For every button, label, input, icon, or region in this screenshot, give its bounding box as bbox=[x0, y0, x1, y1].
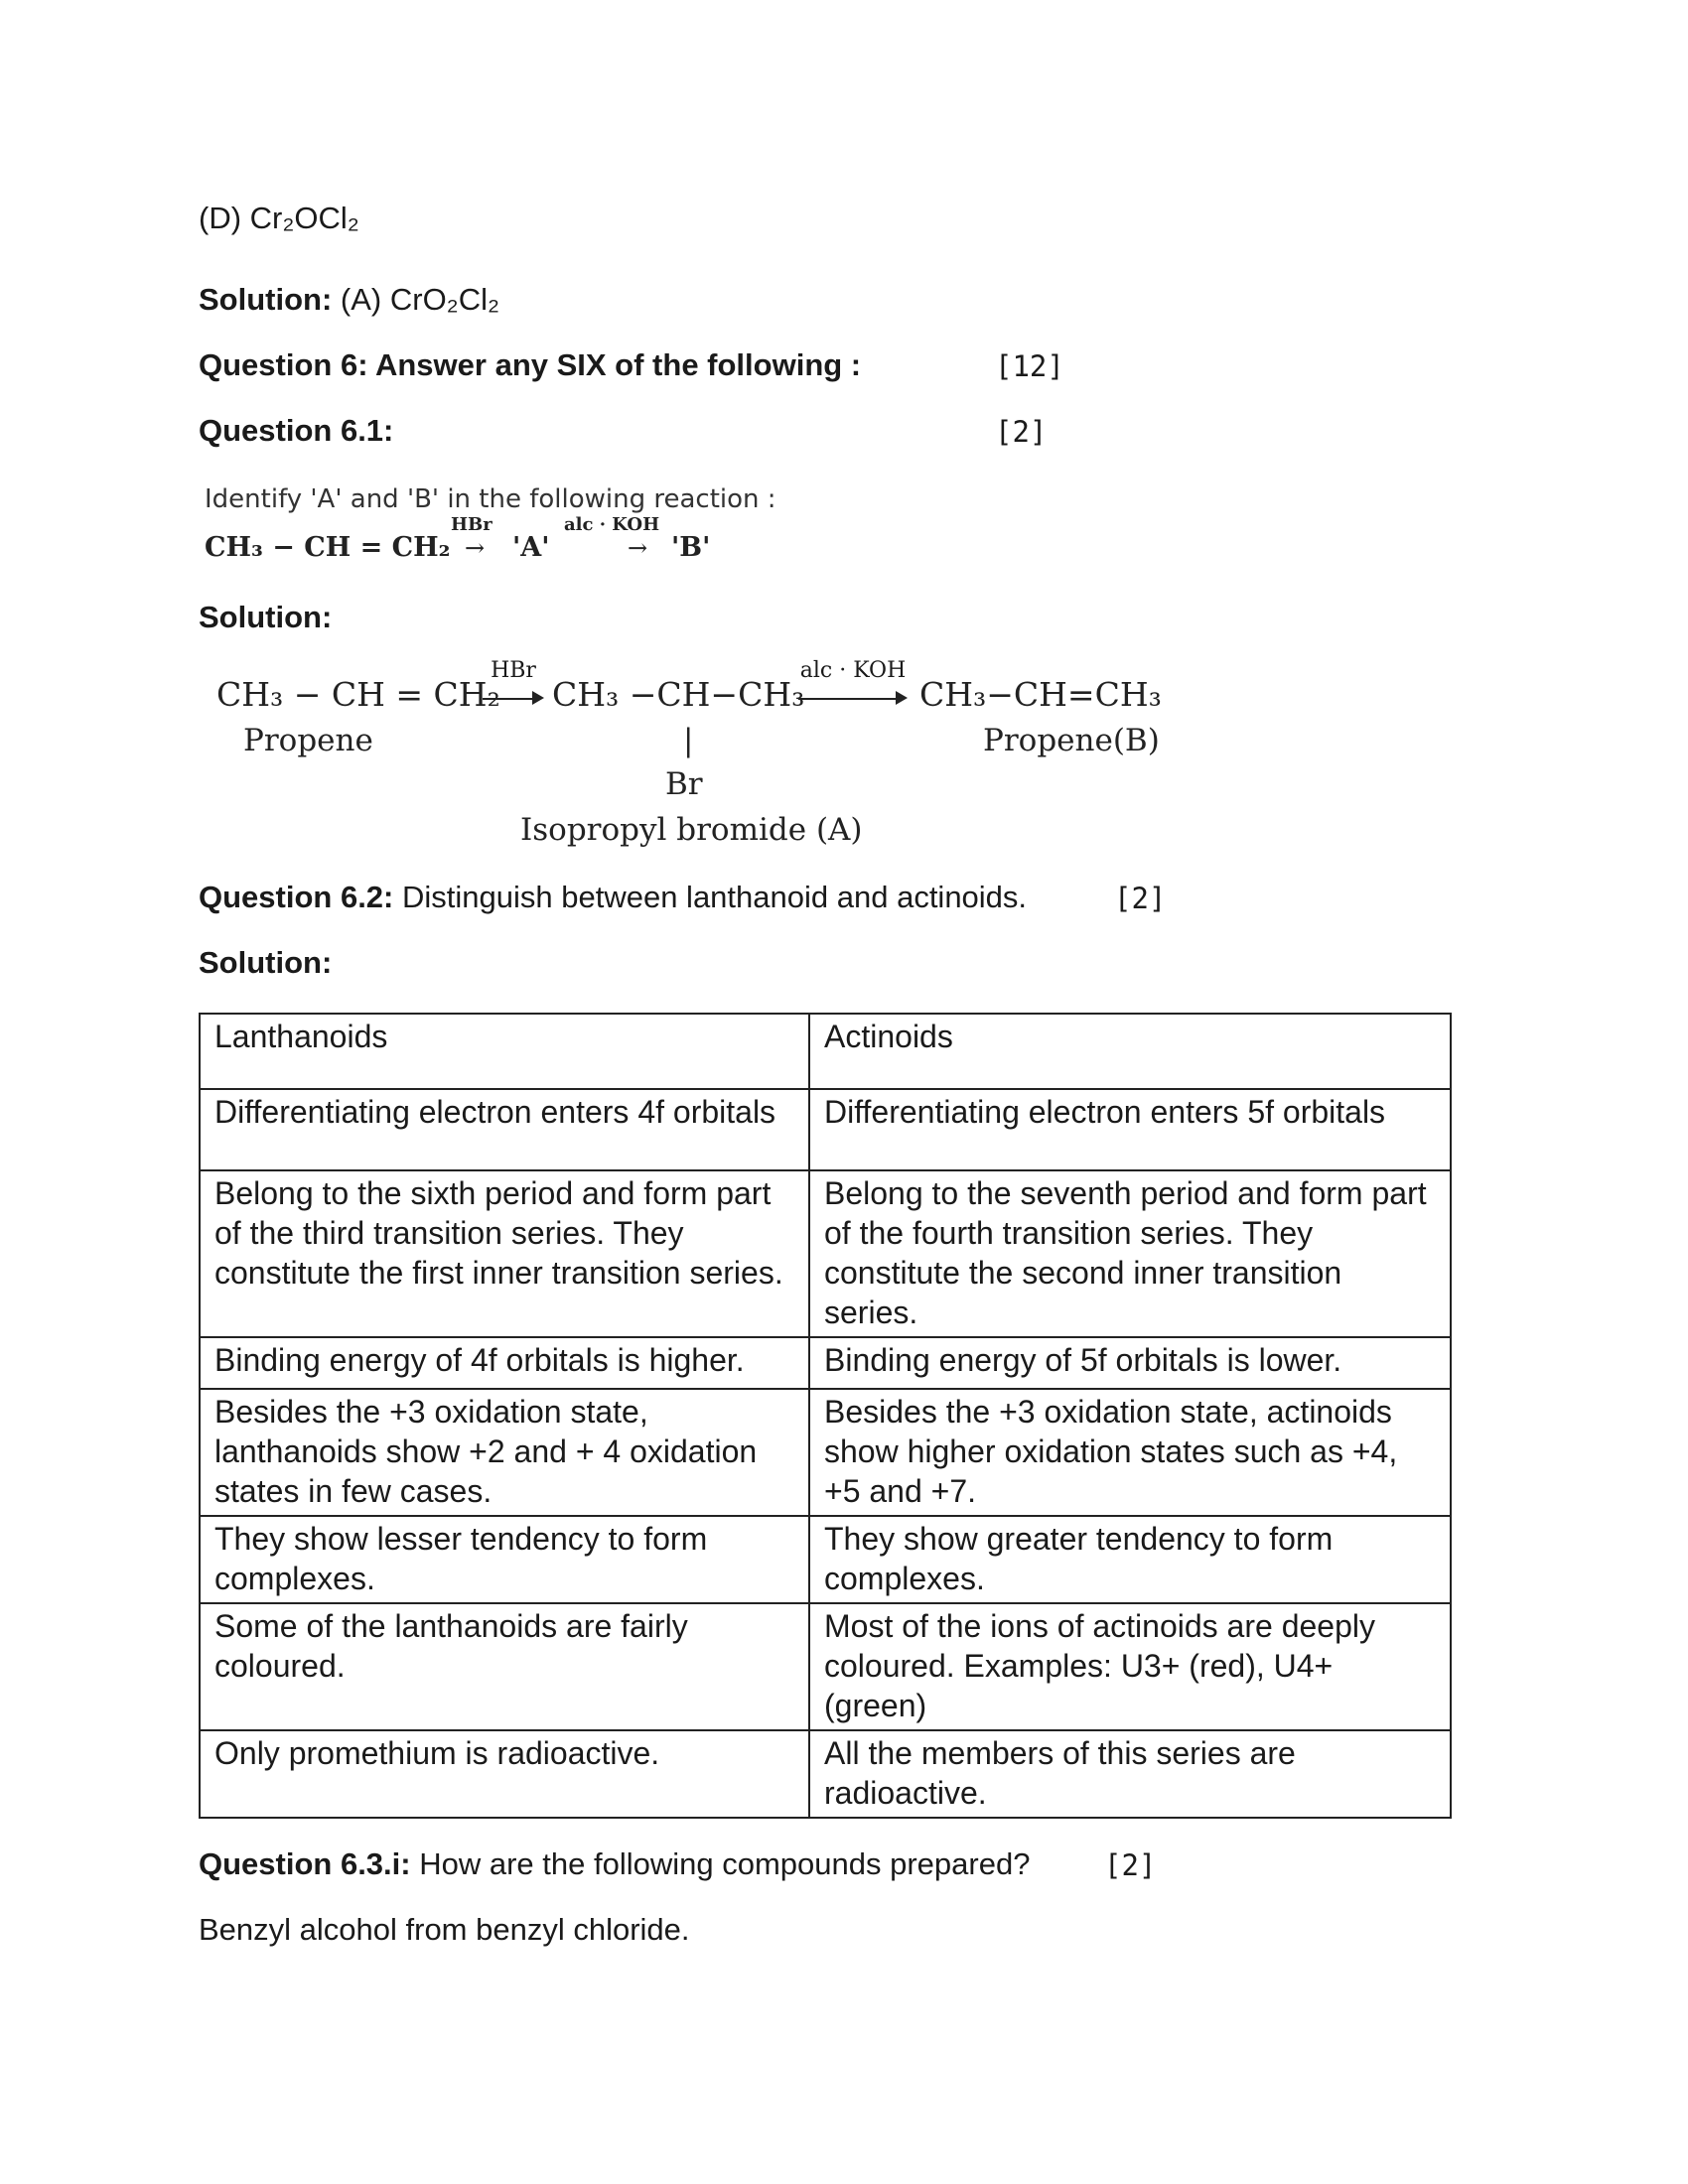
question-6-2-marks: [2] bbox=[1114, 882, 1167, 915]
question-6-3-i-subquestion: Benzyl alcohol from benzyl chloride. bbox=[199, 1912, 690, 1947]
solution-label: Solution: bbox=[199, 282, 333, 317]
table-cell: They show greater tendency to form complexes. bbox=[809, 1516, 1451, 1603]
table-row bbox=[200, 1089, 1451, 1170]
prompt-arrow-1-icon: → bbox=[465, 534, 486, 562]
prompt-text: Identify 'A' and 'B' in the following reaction : bbox=[205, 484, 776, 514]
intermediate-formula: CH₃ −CH−CH₃ bbox=[552, 675, 805, 714]
reaction-reagent-2: alc · KOH bbox=[799, 658, 907, 683]
table-header-row bbox=[200, 1014, 1451, 1089]
question-6-3-i-title: Question 6.3.i: bbox=[199, 1846, 411, 1881]
prompt-reagent-1: HBr bbox=[451, 514, 492, 535]
table-cell: Only promethium is radioactive. bbox=[200, 1730, 809, 1818]
table-row bbox=[200, 1389, 1451, 1516]
table-cell: Belong to the seventh period and form part of the fourth transition series. They constitute the second inner transition series. bbox=[809, 1170, 1451, 1337]
table-cell: Belong to the sixth period and form part of the third transition series. They constitute the first inner transition series. bbox=[200, 1170, 809, 1337]
prompt-arrow-2-icon: → bbox=[628, 534, 648, 562]
table-row bbox=[200, 1170, 1451, 1337]
intermediate-name: Isopropyl bromide (A) bbox=[520, 812, 863, 848]
question-6-1-title: Question 6.1: bbox=[199, 413, 394, 448]
product-formula: CH₃−CH=CH₃ bbox=[919, 675, 1162, 714]
intermediate-bond: | bbox=[683, 723, 694, 758]
prompt-product-b: 'B' bbox=[671, 532, 711, 563]
solution-answer: (A) CrO₂Cl₂ bbox=[340, 282, 500, 317]
table-cell: They show lesser tendency to form complexes. bbox=[200, 1516, 809, 1603]
question-6-1-marks: [2] bbox=[995, 415, 1048, 449]
solution-line-5 bbox=[199, 280, 499, 320]
question-6-3-i-line bbox=[199, 1844, 1030, 1884]
question-6-marks: [12] bbox=[995, 349, 1064, 383]
question-6-2-solution-label: Solution: bbox=[199, 945, 333, 980]
question-6-3-i-text: How are the following compounds prepared? bbox=[419, 1846, 1031, 1881]
question-6-2-text: Distinguish between lanthanoid and actinoids. bbox=[402, 880, 1028, 914]
header-lanthanoids: Lanthanoids bbox=[200, 1014, 809, 1089]
header-actinoids: Actinoids bbox=[809, 1014, 1451, 1089]
comparison-table bbox=[199, 1013, 1452, 1819]
reactant-formula: CH₃ − CH = CH₂ bbox=[216, 675, 500, 714]
question-6-3-i-marks: [2] bbox=[1104, 1848, 1157, 1882]
question-6-1-solution-label: Solution: bbox=[199, 600, 333, 634]
table-cell: Differentiating electron enters 4f orbitals bbox=[200, 1089, 809, 1170]
question-6-title: Question 6: Answer any SIX of the following : bbox=[199, 347, 862, 382]
table-cell: Differentiating electron enters 5f orbitals bbox=[809, 1089, 1451, 1170]
table-cell: Binding energy of 4f orbitals is higher. bbox=[200, 1337, 809, 1389]
option-d: (D) Cr₂OCl₂ bbox=[199, 201, 359, 235]
table-cell: All the members of this series are radioactive. bbox=[809, 1730, 1451, 1818]
table-cell: Besides the +3 oxidation state, actinoids show higher oxidation states such as +4, +5 and +7. bbox=[809, 1389, 1451, 1516]
table-cell: Some of the lanthanoids are fairly coloured. bbox=[200, 1603, 809, 1730]
table-row bbox=[200, 1603, 1451, 1730]
intermediate-substituent: Br bbox=[665, 766, 703, 802]
prompt-reactant: CH₃ − CH = CH₂ bbox=[205, 532, 451, 563]
reaction-reagent-1: HBr bbox=[491, 658, 536, 683]
question-6-2-title: Question 6.2: bbox=[199, 880, 394, 914]
product-name: Propene(B) bbox=[983, 723, 1160, 758]
table-cell: Binding energy of 5f orbitals is lower. bbox=[809, 1337, 1451, 1389]
table-cell: Most of the ions of actinoids are deeply coloured. Examples: U3+ (red), U4+ (green) bbox=[809, 1603, 1451, 1730]
table-row bbox=[200, 1337, 1451, 1389]
reactant-name: Propene bbox=[243, 723, 373, 758]
table-cell: Besides the +3 oxidation state, lanthanoids show +2 and + 4 oxidation states in few cases. bbox=[200, 1389, 809, 1516]
prompt-reagent-2: alc · KOH bbox=[564, 514, 660, 535]
table-row bbox=[200, 1516, 1451, 1603]
question-6-2-line bbox=[199, 878, 1027, 917]
table-row bbox=[200, 1730, 1451, 1818]
prompt-product-a: 'A' bbox=[512, 532, 550, 563]
